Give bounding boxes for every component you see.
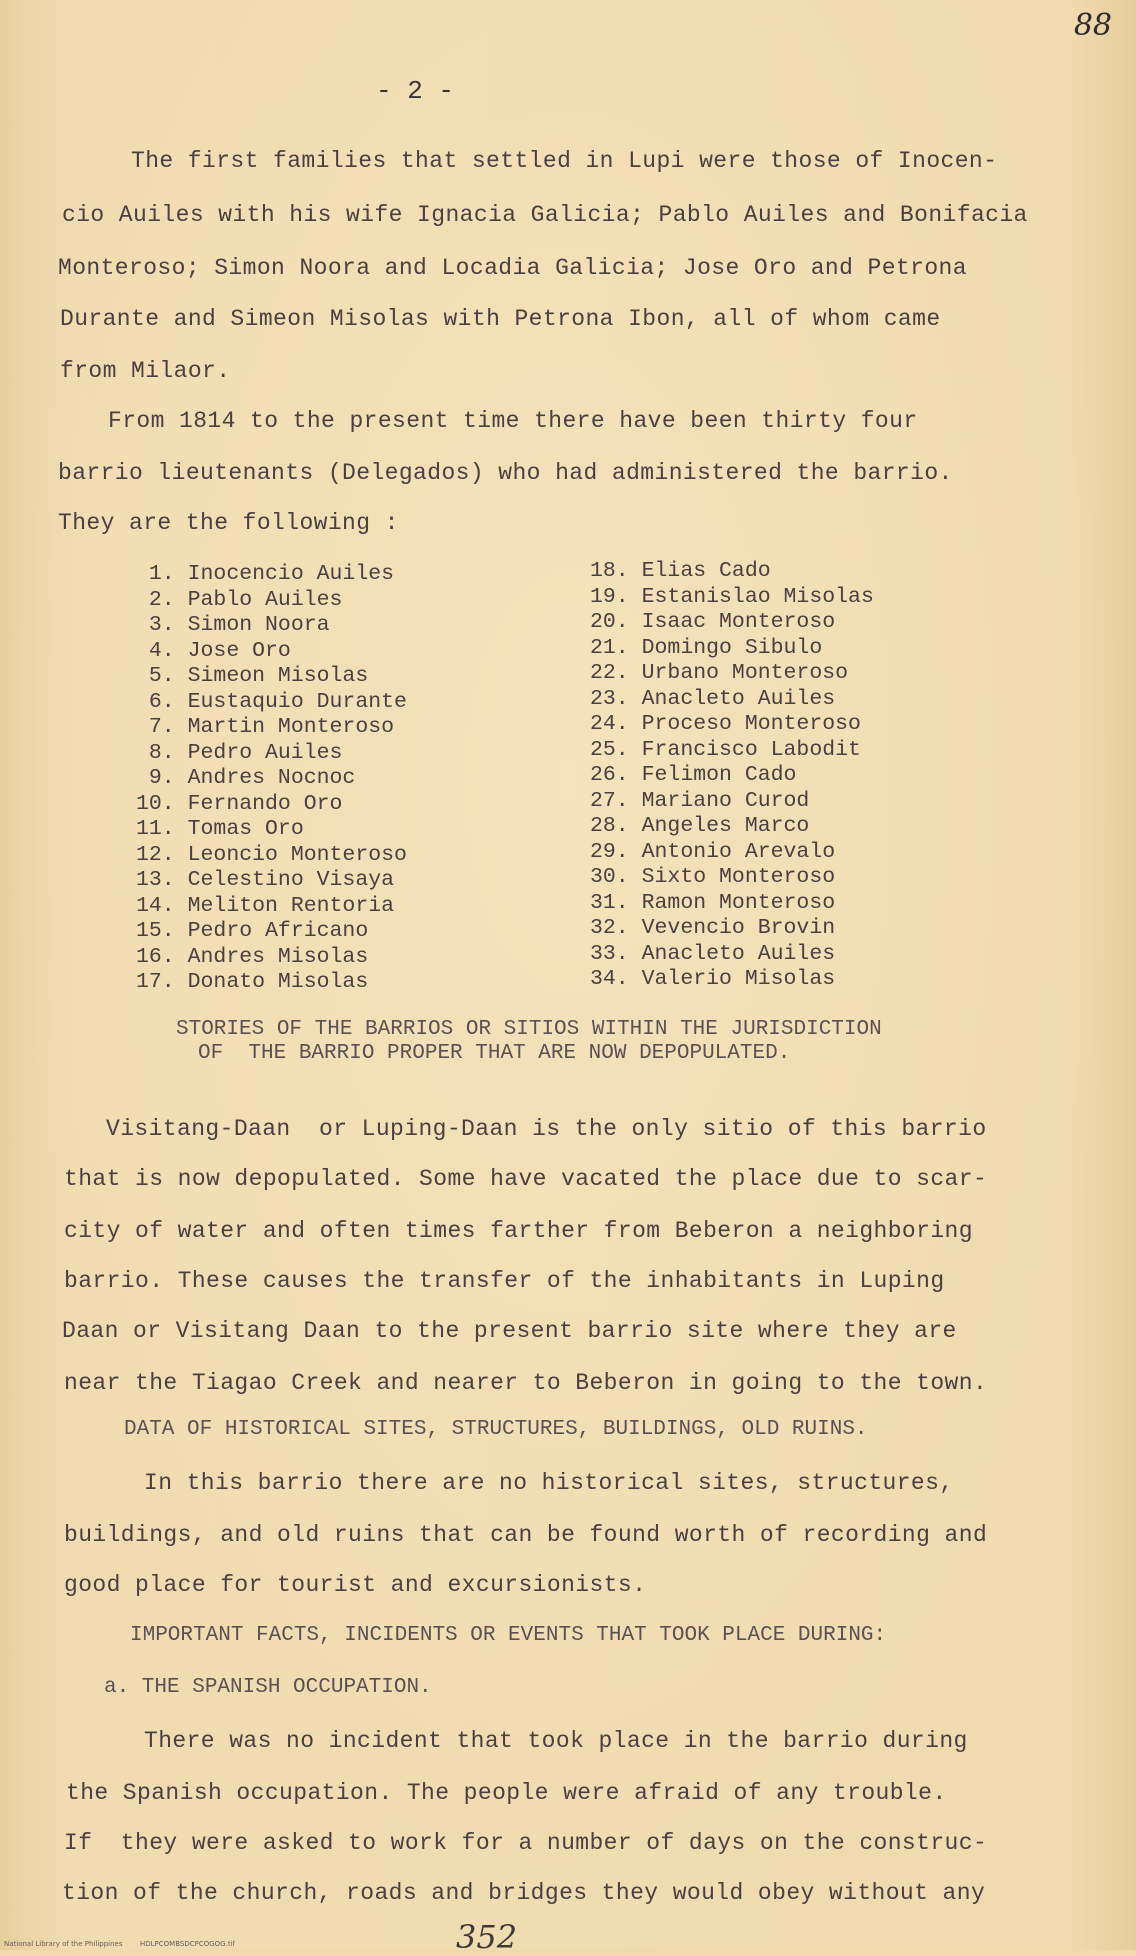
list-item: 7. Martin Monteroso (136, 715, 395, 739)
list-item: 6. Eustaquio Durante (136, 689, 407, 714)
text-line: Monteroso; Simon Noora and Locadia Galicia; Jose Oro and Petrona (58, 255, 967, 281)
list-item: 16. Andres Misolas (136, 944, 369, 969)
list-item: 9. Andres Nocnoc (136, 766, 356, 790)
list-item: 31. Ramon Monteroso (590, 890, 836, 915)
text-line: The first families that settled in Lupi were those of Inocen- (131, 148, 998, 174)
list-item: 30. Sixto Monteroso (590, 865, 836, 889)
text-line: They are the following : (58, 510, 399, 536)
list-item: 4. Jose Oro (136, 638, 291, 663)
page-number: - 2 - (376, 76, 455, 106)
text-line: good place for tourist and excursionists. (64, 1572, 647, 1598)
list-item: 14. Meliton Rentoria (136, 893, 395, 918)
section-heading: DATA OF HISTORICAL SITES, STRUCTURES, BUILDINGS, OLD RUINS. (124, 1418, 868, 1441)
list-item: 25. Francisco Labodit (590, 737, 861, 762)
list-item: 1. Inocencio Auiles (136, 562, 395, 586)
footer-library-credit: National Library of the Philippines (4, 1940, 123, 1948)
list-item: 26. Felimon Cado (590, 763, 797, 787)
section-heading: IMPORTANT FACTS, INCIDENTS OR EVENTS THAT TOOK PLACE DURING: (130, 1624, 887, 1647)
text-line: barrio. These causes the transfer of the inhabitants in Luping (64, 1268, 945, 1294)
list-item: 12. Leoncio Monteroso (136, 842, 407, 867)
list-item: 34. Valerio Misolas (590, 967, 836, 991)
list-item: 23. Anacleto Auiles (590, 686, 836, 711)
text-line: Daan or Visitang Daan to the present barrio site where they are (62, 1318, 957, 1344)
text-line: near the Tiagao Creek and nearer to Beberon in going to the town. (64, 1370, 988, 1396)
list-item: 21. Domingo Sibulo (590, 635, 823, 660)
text-line: the Spanish occupation. The people were afraid of any trouble. (66, 1780, 947, 1806)
list-item: 2. Pablo Auiles (136, 587, 343, 612)
text-line: city of water and often times farther from Beberon a neighboring (64, 1218, 973, 1244)
text-line: Visitang-Daan or Luping-Daan is the only sitio of this barrio (106, 1116, 987, 1142)
list-item: 15. Pedro Africano (136, 919, 369, 943)
text-line: cio Auiles with his wife Ignacia Galicia; Pablo Auiles and Bonifacia (62, 202, 1028, 228)
list-item: 18. Elias Cado (590, 559, 771, 583)
section-heading: OF THE BARRIO PROPER THAT ARE NOW DEPOPULATED. (198, 1042, 791, 1065)
list-item: 11. Tomas Oro (136, 817, 304, 841)
list-item: 19. Estanislao Misolas (590, 584, 874, 609)
subsection-heading: a. THE SPANISH OCCUPATION. (104, 1676, 432, 1699)
text-line: that is now depopulated. Some have vacated the place due to scar- (64, 1166, 988, 1192)
list-item: 13. Celestino Visaya (136, 868, 395, 892)
text-line: from Milaor. (60, 358, 231, 384)
list-item: 10. Fernando Oro (136, 791, 343, 816)
list-item: 28. Angeles Marco (590, 814, 810, 838)
text-line: If they were asked to work for a number of days on the construc- (64, 1830, 988, 1856)
list-item: 20. Isaac Monteroso (590, 610, 836, 634)
text-line: barrio lieutenants (Delegados) who had administered the barrio. (58, 460, 953, 486)
list-item: 8. Pedro Auiles (136, 740, 343, 765)
handwritten-folio-number: 88 (1073, 8, 1112, 43)
footer-file-name: HDLPCOMBSDCPCOGOG.tif (140, 1940, 235, 1948)
folio-stamp: 352 (456, 1918, 518, 1956)
list-item: 5. Simeon Misolas (136, 664, 369, 688)
lieutenants-list-left (136, 562, 407, 996)
text-line: From 1814 to the present time there have been thirty four (108, 408, 918, 434)
text-line: Durante and Simeon Misolas with Petrona Ibon, all of whom came (60, 306, 941, 332)
text-line: In this barrio there are no historical sites, structures, (144, 1470, 954, 1496)
text-line: There was no incident that took place in the barrio during (144, 1728, 968, 1754)
list-item: 22. Urbano Monteroso (590, 661, 849, 685)
list-item: 17. Donato Misolas (136, 970, 369, 994)
text-line: buildings, and old ruins that can be found worth of recording and (64, 1522, 988, 1548)
lieutenants-list-right (590, 559, 874, 993)
list-item: 27. Mariano Curod (590, 788, 810, 813)
list-item: 29. Antonio Arevalo (590, 839, 836, 864)
text-line: tion of the church, roads and bridges they would obey without any (62, 1880, 986, 1906)
list-item: 32. Vevencio Brovin (590, 916, 836, 940)
list-item: 33. Anacleto Auiles (590, 941, 836, 966)
list-item: 3. Simon Noora (136, 613, 330, 637)
list-item: 24. Proceso Monteroso (590, 712, 861, 736)
section-heading: STORIES OF THE BARRIOS OR SITIOS WITHIN THE JURISDICTION (176, 1018, 882, 1041)
